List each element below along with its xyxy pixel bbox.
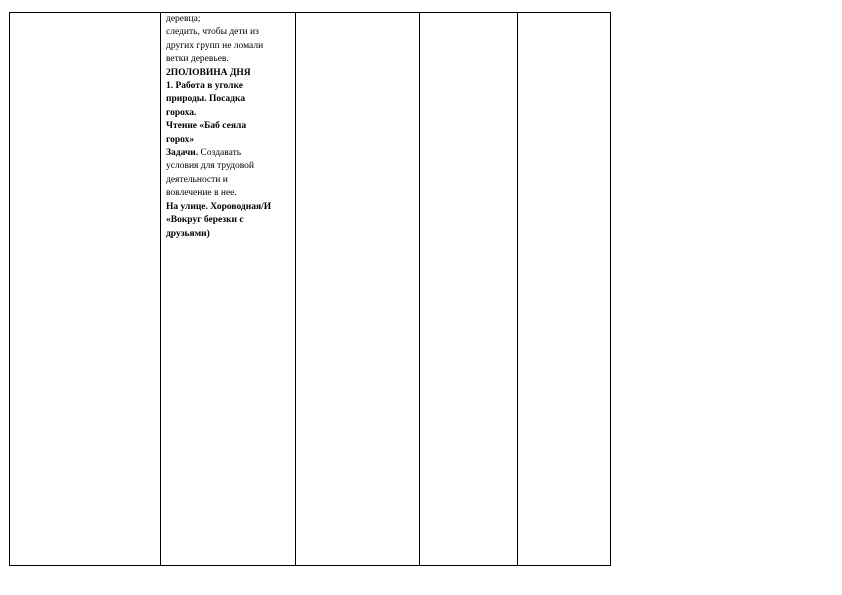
bold-text: Чтение «Баб сеяла [166,121,247,132]
plain-text: вовлечение в нее. [166,188,237,199]
text-line [166,120,291,133]
text-line [166,147,291,160]
text-line [166,80,291,93]
text-line [166,174,291,187]
bold-text: «Вокруг березки с [166,215,244,226]
activity-text [161,13,295,241]
bold-text: 2ПОЛОВИНА ДНЯ [166,67,251,78]
table-cell-col4 [420,13,518,566]
plain-text: условия для трудовой [166,161,254,172]
text-line [166,53,291,66]
plain-text: других групп не ломали [166,40,264,51]
plain-text: деятельности и [166,174,228,185]
table-cell-col5 [518,13,611,566]
bold-text: На улице. Хороводная/И [166,201,272,212]
text-line [166,40,291,53]
table-cell-col3 [296,13,420,566]
table-row [10,13,611,566]
bold-text: горох» [166,134,195,145]
plain-text: деревца; [166,14,201,24]
bold-text: 1. Работа в уголке [166,81,243,92]
text-line [166,134,291,147]
plain-text: ветки деревьев. [166,54,229,65]
text-line [166,13,291,26]
text-line [166,67,291,80]
plan-table [9,12,611,566]
text-line [166,214,291,227]
table-cell-col2 [161,13,296,566]
text-line [166,93,291,106]
bold-text: гороха. [166,107,197,118]
text-line [166,228,291,241]
bold-text: природы. Посадка [166,94,246,105]
text-line [166,26,291,39]
bold-text: друзьями) [166,228,210,239]
bold-text: Задачи. [166,148,199,159]
plain-text: Создавать [198,148,242,159]
text-line [166,201,291,214]
text-line [166,160,291,173]
text-line [166,107,291,120]
table-cell-col1 [10,13,161,566]
plain-text: следить, чтобы дети из [166,27,259,38]
text-line [166,187,291,200]
